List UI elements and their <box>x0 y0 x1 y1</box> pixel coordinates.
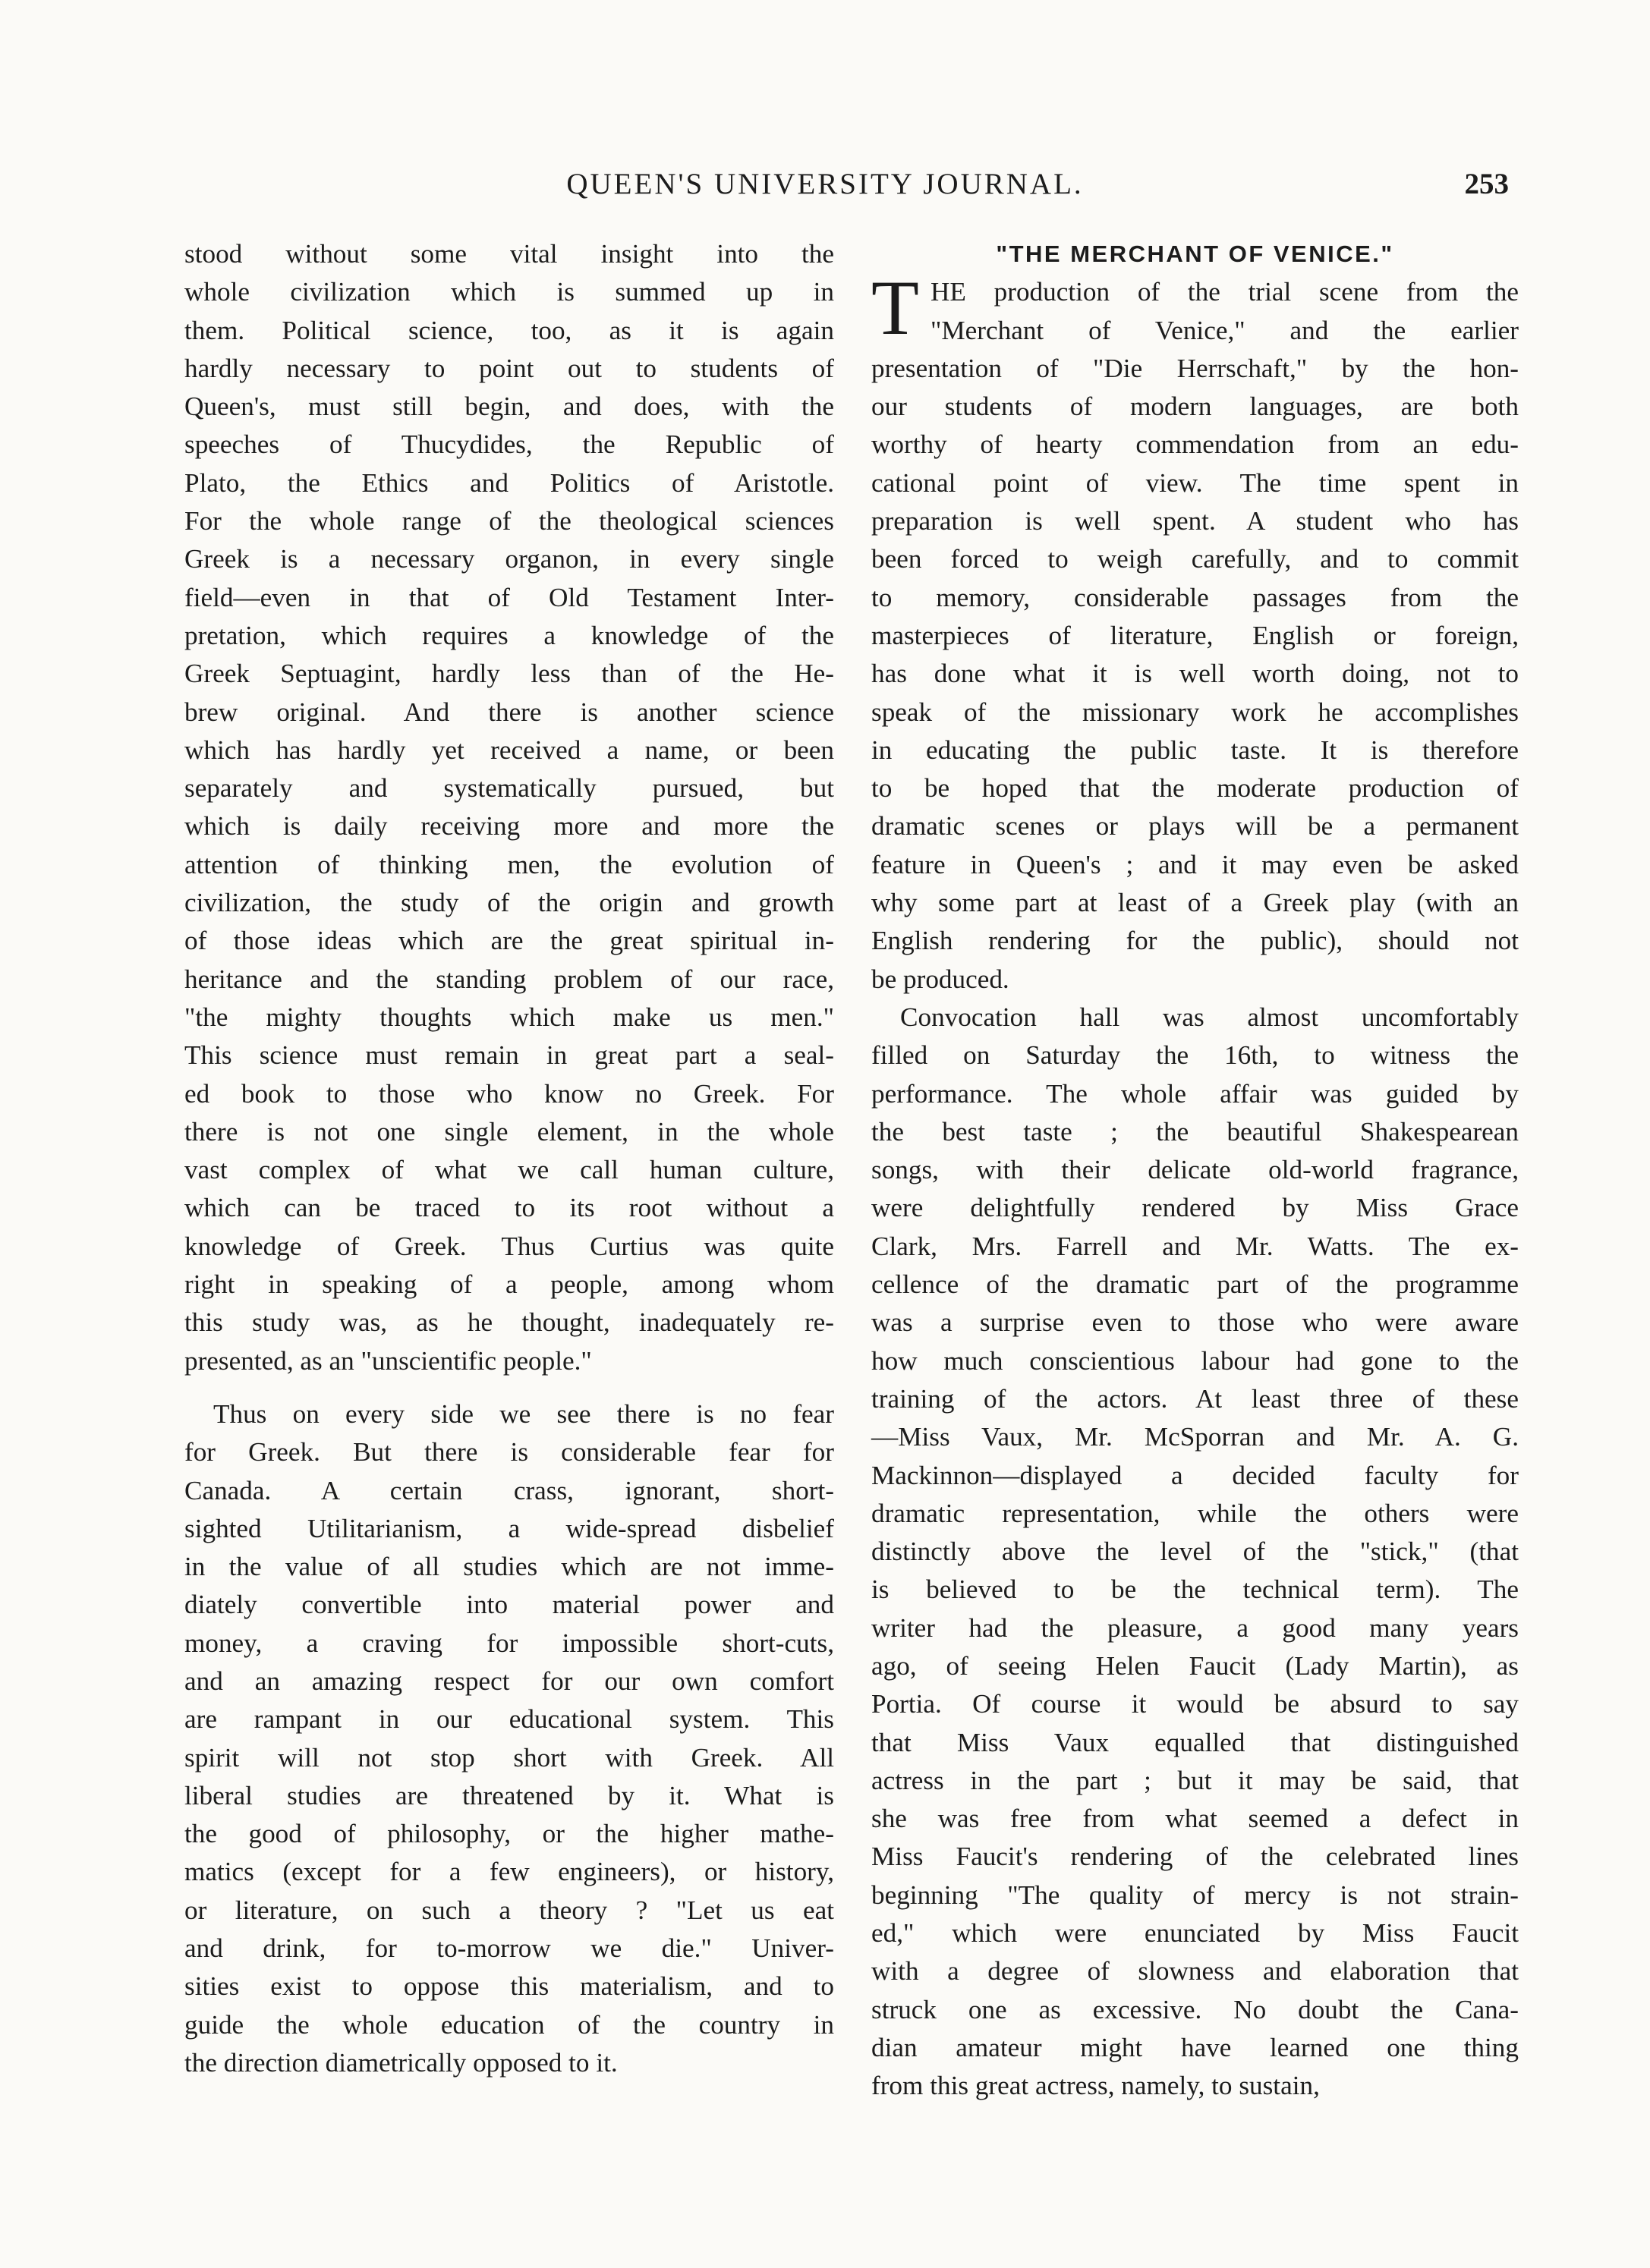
text-line: cellence of the dramatic part of the programme <box>871 1269 1519 1300</box>
text-line: for Greek. But there is considerable fear for <box>184 1437 834 1467</box>
paragraph-merchant-intro <box>871 350 1519 999</box>
text-line: preparation is well spent. A student who has <box>871 506 1519 536</box>
text-line: beginning "The quality of mercy is not strain- <box>871 1880 1519 1910</box>
journal-title: QUEEN'S UNIVERSITY JOURNAL. <box>566 168 1084 200</box>
text-line: to memory, considerable passages from the <box>871 582 1519 612</box>
text-line: dramatic scenes or plays will be a permanent <box>871 811 1519 841</box>
text-line: struck one as excessive. No doubt the Cana- <box>871 1994 1519 2024</box>
text-line: dramatic representation, while the others were <box>871 1498 1519 1528</box>
text-line: feature in Queen's ; and it may even be asked <box>871 849 1519 879</box>
paragraph-fear-for-canada <box>184 1395 834 2082</box>
text-line: be produced. <box>871 964 1009 994</box>
text-line: heritance and the standing problem of our race, <box>184 964 834 994</box>
text-line: Thus on every side we see there is no fear <box>213 1398 834 1429</box>
text-line: worthy of hearty commendation from an edu- <box>871 429 1519 460</box>
text-line: how much conscientious labour had gone to the <box>871 1345 1519 1376</box>
text-line: whole civilization which is summed up in <box>184 277 834 307</box>
text-line: knowledge of Greek. Thus Curtius was quite <box>184 1231 834 1261</box>
text-line: stood without some vital insight into the <box>184 239 834 269</box>
text-line: distinctly above the level of the "stick," (that <box>871 1537 1519 1567</box>
text-line: Canada. A certain crass, ignorant, short- <box>184 1475 834 1505</box>
text-line: civilization, the study of the origin and growth <box>184 888 834 918</box>
text-line: Mackinnon—displayed a decided faculty for <box>871 1460 1519 1490</box>
text-line: and an amazing respect for our own comfort <box>184 1666 834 1696</box>
text-line: For the whole range of the theological sciences <box>184 506 834 536</box>
text-line: in the value of all studies which are not imme- <box>184 1552 834 1582</box>
text-line: right in speaking of a people, among whom <box>184 1269 834 1300</box>
text-line: Convocation hall was almost uncomfortably <box>900 1002 1519 1032</box>
text-line: Clark, Mrs. Farrell and Mr. Watts. The ex- <box>871 1231 1519 1261</box>
text-line: Queen's, must still begin, and does, with the <box>184 392 834 422</box>
text-line: songs, with their delicate old-world fragrance, <box>871 1155 1519 1185</box>
paragraph-convocation-hall <box>871 999 1519 2106</box>
text-line: presented, as an "unscientific people." <box>184 1345 592 1376</box>
text-line: guide the whole education of the country in <box>184 2009 834 2040</box>
text-line: This science must remain in great part a seal- <box>184 1040 834 1071</box>
text-line: speeches of Thucydides, the Republic of <box>184 429 834 460</box>
text-line: presentation of "Die Herrschaft," by the hon- <box>871 353 1519 383</box>
text-line: the direction diametrically opposed to it. <box>184 2047 618 2078</box>
text-line: sities exist to oppose this materialism, and to <box>184 1971 834 2002</box>
text-line: or literature, on such a theory ? "Let us eat <box>184 1895 834 1925</box>
text-line: matics (except for a few engineers), or history, <box>184 1857 834 1887</box>
text-line: ed," which were enunciated by Miss Faucit <box>871 1918 1519 1949</box>
text-line: sighted Utilitarianism, a wide-spread disbelief <box>184 1513 834 1543</box>
text-line: were delightfully rendered by Miss Grace <box>871 1193 1519 1223</box>
right-column <box>871 235 1519 2106</box>
text-line: them. Political science, too, as it is again <box>184 315 834 345</box>
text-line: which can be traced to its root without a <box>184 1193 834 1223</box>
text-line: brew original. And there is another science <box>184 697 834 727</box>
text-line: writer had the pleasure, a good many years <box>871 1612 1519 1643</box>
paragraph-gap <box>184 1380 834 1395</box>
text-line: Greek Septuagint, hardly less than of the He- <box>184 659 834 689</box>
text-line: and drink, for to-morrow we die." Univer- <box>184 1933 834 1964</box>
text-line: masterpieces of literature, English or foreign, <box>871 620 1519 650</box>
text-line: Plato, the Ethics and Politics of Aristotle. <box>184 467 834 498</box>
text-line: performance. The whole affair was guided by <box>871 1078 1519 1109</box>
text-line: separately and systematically pursued, but <box>184 773 834 804</box>
text-line: which has hardly yet received a name, or been <box>184 735 834 765</box>
text-line: this study was, as he thought, inadequately re- <box>184 1307 834 1338</box>
text-line: HE production of the trial scene from the <box>930 277 1519 307</box>
text-line: the best taste ; the beautiful Shakespearean <box>871 1116 1519 1147</box>
drop-cap: T <box>871 265 919 352</box>
text-line: vast complex of what we call human culture, <box>184 1155 834 1185</box>
text-line: Greek is a necessary organon, in every single <box>184 544 834 574</box>
page-number: 253 <box>1464 168 1509 200</box>
text-line: is believed to be the technical term). The <box>871 1574 1519 1605</box>
text-line: in educating the public taste. It is therefore <box>871 735 1519 765</box>
text-line: why some part at least of a Greek play (with an <box>871 888 1519 918</box>
text-line: has done what it is well worth doing, not to <box>871 659 1519 689</box>
text-line: money, a craving for impossible short-cuts, <box>184 1628 834 1658</box>
text-line: filled on Saturday the 16th, to witness the <box>871 1040 1519 1071</box>
paragraph-greek-study <box>184 235 834 1380</box>
article-body <box>871 265 1519 2105</box>
text-line: "Merchant of Venice," and the earlier <box>930 315 1519 345</box>
text-line: that Miss Vaux equalled that distinguished <box>871 1727 1519 1757</box>
text-line: English rendering for the public), should not <box>871 926 1519 956</box>
text-line: to be hoped that the moderate production of <box>871 773 1519 804</box>
text-line: of those ideas which are the great spiritual in- <box>184 926 834 956</box>
text-line: from this great actress, namely, to sustain, <box>871 2071 1320 2101</box>
text-line: ago, of seeing Helen Faucit (Lady Martin), as <box>871 1650 1519 1681</box>
text-line: spirit will not stop short with Greek. All <box>184 1742 834 1773</box>
text-line: pretation, which requires a knowledge of the <box>184 620 834 650</box>
running-head <box>0 167 1650 212</box>
text-line: Miss Faucit's rendering of the celebrated lines <box>871 1842 1519 1872</box>
text-line: which is daily receiving more and more the <box>184 811 834 841</box>
text-line: "the mighty thoughts which make us men." <box>184 1002 834 1032</box>
text-line: cational point of view. The time spent in <box>871 467 1519 498</box>
text-line: speak of the missionary work he accomplishes <box>871 697 1519 727</box>
text-line: with a degree of slowness and elaboration that <box>871 1956 1519 1986</box>
text-line: actress in the part ; but it may be said, that <box>871 1765 1519 1795</box>
text-line: hardly necessary to point out to students of <box>184 353 834 383</box>
left-column <box>184 235 834 2082</box>
text-line: been forced to weigh carefully, and to commit <box>871 544 1519 574</box>
text-line: she was free from what seemed a defect in <box>871 1804 1519 1834</box>
text-line: ed book to those who know no Greek. For <box>184 1078 834 1109</box>
article-heading: "THE MERCHANT OF VENICE." <box>996 241 1394 267</box>
text-line: dian amateur might have learned one thing <box>871 2032 1519 2062</box>
text-line: our students of modern languages, are both <box>871 392 1519 422</box>
text-line: there is not one single element, in the whole <box>184 1116 834 1147</box>
text-line: are rampant in our educational system. This <box>184 1704 834 1735</box>
text-line: diately convertible into material power and <box>184 1590 834 1620</box>
text-line: attention of thinking men, the evolution of <box>184 849 834 879</box>
text-line: the good of philosophy, or the higher mathe- <box>184 1819 834 1849</box>
text-line: training of the actors. At least three of these <box>871 1383 1519 1414</box>
text-line: —Miss Vaux, Mr. McSporran and Mr. A. G. <box>871 1422 1519 1452</box>
text-line: Portia. Of course it would be absurd to say <box>871 1689 1519 1719</box>
text-line: field—even in that of Old Testament Inter- <box>184 582 834 612</box>
text-line: was a surprise even to those who were aware <box>871 1307 1519 1338</box>
text-line: liberal studies are threatened by it. What is <box>184 1780 834 1810</box>
